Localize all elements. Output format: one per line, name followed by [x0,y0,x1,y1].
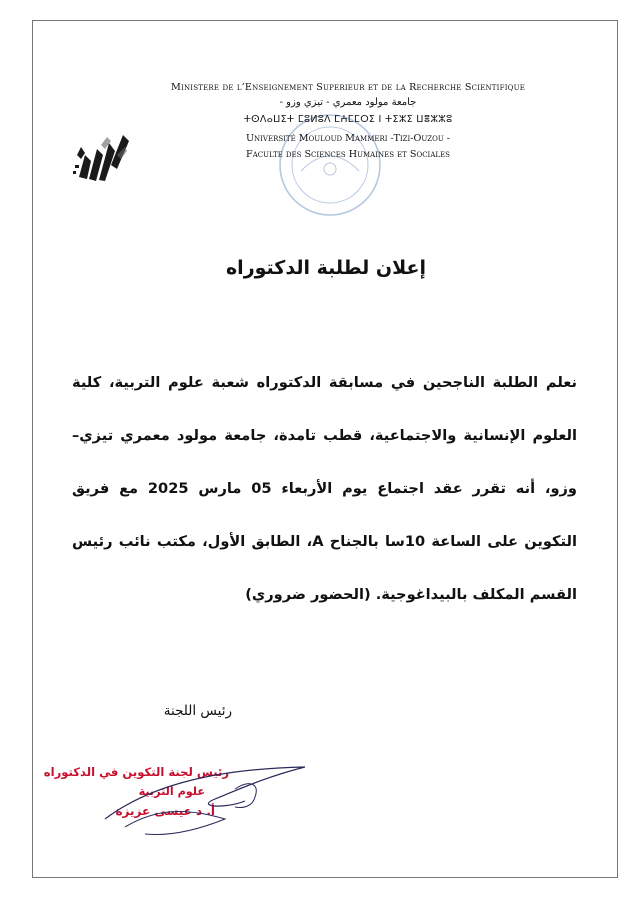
stamp-role: رئيس لجنة التكوين في الدكتوراه [43,765,229,779]
university-name-french: Université Mouloud Mammeri -Tizi-Ouzou - [245,133,451,144]
university-name-arabic: جامعة مولود معمري - تيزي وزو - [279,97,417,108]
handwritten-signature [85,749,315,844]
university-name-tifinagh: ⵜⵙⴷⴰⵡⵉⵜ ⵎⵓⵍⵓⴷ ⵎⵄⵎⵎⵔⵉ ⵏ ⵜⵉⵣⵉ ⵡⴻⵣⵣⵓ [243,114,453,125]
letterhead [103,81,593,162]
faculty-name: Faculte des Sciences Humaines et Sociales [246,149,450,160]
document-page [32,20,618,878]
announcement-title: إعلان لطلبة الدكتوراه [225,257,427,279]
stamp-specialty: علوم التربية [138,785,205,798]
stamp-signer-name: أ. د عيسى عزيزة [115,804,215,818]
announcement-body: نعلم الطلبة الناجحين في مسابقة الدكتوراه شعبة علوم التربية، كلية العلوم الإنسانية والاجتماعية، قطب تامدة، جامعة مولود معمري تيزي–وزو، أنه تقرر عقد اجتماع يوم الأربعاء 05 مارس 2025 مع فريق التكوين على الساعة 10سا بالجناح A، الطابق الأول، مكتب نائب رئيس القسم المكلف بالبيداغوجية. (الحضور ضروري) [72,374,577,603]
ministry-name: Ministere de l’Enseignement Superieur et de la Recherche Scientifique [170,82,526,93]
signer-title: رئيس اللجنة [163,703,232,719]
